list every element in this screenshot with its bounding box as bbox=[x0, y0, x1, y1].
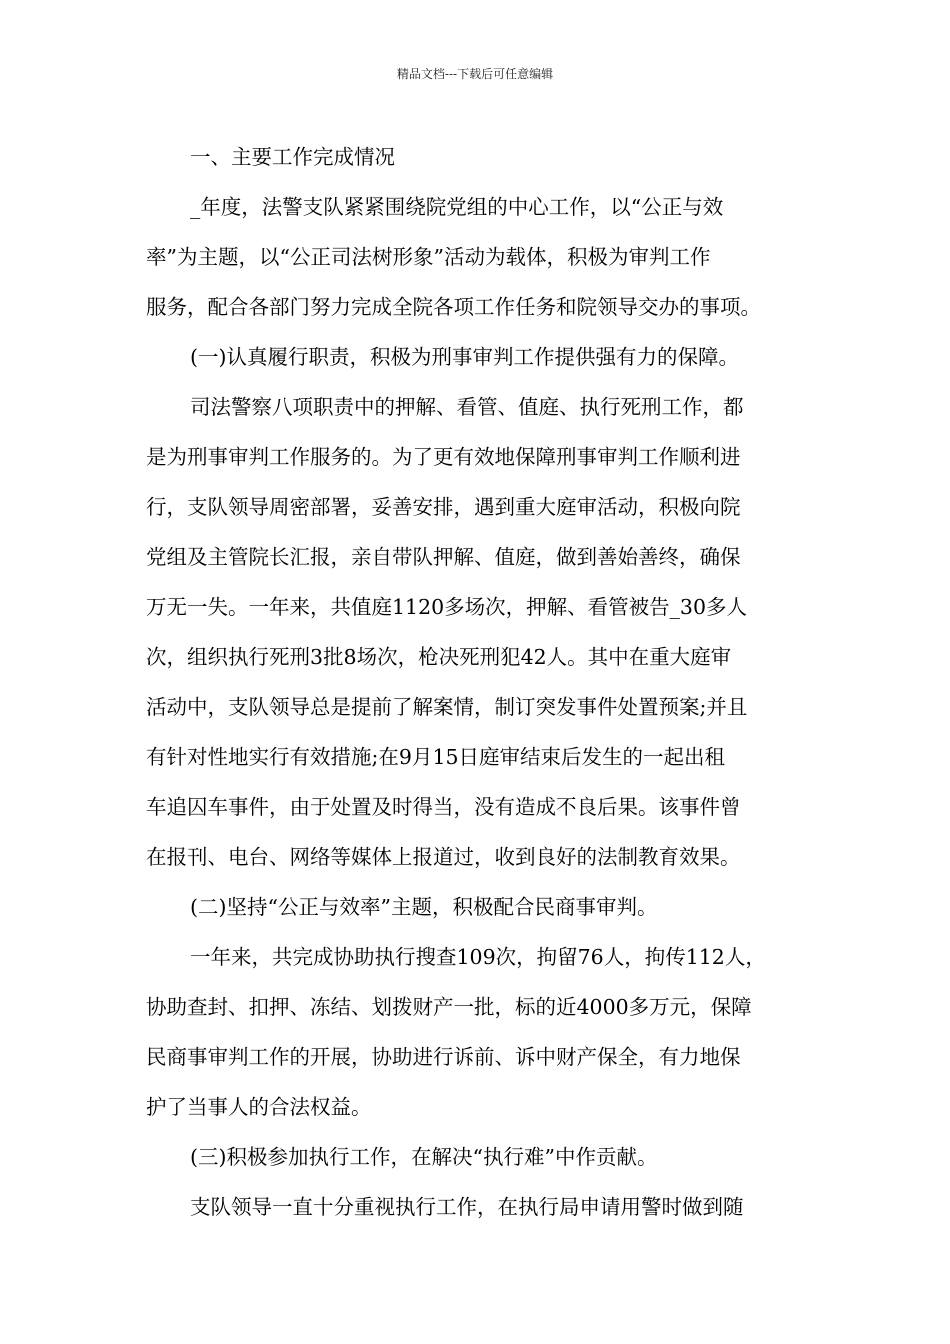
subsection-heading: (三)积极参加执行工作，在解决“执行难”中作贡献。 bbox=[190, 1145, 658, 1169]
page-header: 精品文档---下载后可任意编辑 bbox=[396, 67, 554, 81]
paragraph-line: 活动中，支队领导总是提前了解案情，制订突发事件处置预案;并且 bbox=[146, 695, 748, 719]
paragraph-line: 服务，配合各部门努力完成全院各项工作任务和院领导交办的事项。 bbox=[146, 295, 761, 319]
paragraph-line: 率”为主题，以“公正司法树形象”活动为载体，积极为审判工作 bbox=[146, 245, 711, 269]
subsection-heading: (一)认真履行职责，积极为刑事审判工作提供强有力的保障。 bbox=[190, 345, 739, 369]
document-body bbox=[146, 132, 818, 1232]
paragraph-line: _年度，法警支队紧紧围绕院党组的中心工作，以“公正与效 bbox=[190, 195, 724, 219]
paragraph-line: 支队领导一直十分重视执行工作，在执行局申请用警时做到随 bbox=[190, 1195, 744, 1219]
subsection-heading: (二)坚持“公正与效率”主题，积极配合民商事审判。 bbox=[190, 895, 658, 919]
paragraph-line: 次，组织执行死刑3批8场次，枪决死刑犯42人。其中在重大庭审 bbox=[146, 645, 732, 669]
paragraph-line: 行，支队领导周密部署，妥善安排，遇到重大庭审活动，积极向院 bbox=[146, 495, 741, 519]
paragraph-line: 协助查封、扣押、冻结、划拨财产一批，标的近4000多万元，保障 bbox=[146, 995, 752, 1019]
paragraph-line: 护了当事人的合法权益。 bbox=[146, 1095, 372, 1119]
paragraph-line: 司法警察八项职责中的押解、看管、值庭、执行死刑工作，都 bbox=[190, 395, 744, 419]
paragraph-line: 在报刊、电台、网络等媒体上报道过，收到良好的法制教育效果。 bbox=[146, 845, 741, 869]
paragraph-line: 有针对性地实行有效措施;在9月15日庭审结束后发生的一起出租 bbox=[146, 745, 726, 769]
section-heading: 一、主要工作完成情况 bbox=[190, 145, 395, 169]
paragraph-line: 万无一失。一年来，共值庭1120多场次，押解、看管被告_30多人 bbox=[146, 595, 748, 619]
paragraph-line: 一年来，共完成协助执行搜查109次，拘留76人，拘传112人， bbox=[190, 945, 766, 969]
paragraph-line: 民商事审判工作的开展，协助进行诉前、诉中财产保全，有力地保 bbox=[146, 1045, 741, 1069]
paragraph-line: 党组及主管院长汇报，亲自带队押解、值庭，做到善始善终，确保 bbox=[146, 545, 741, 569]
paragraph-line: 车追囚车事件，由于处置及时得当，没有造成不良后果。该事件曾 bbox=[146, 795, 741, 819]
paragraph-line: 是为刑事审判工作服务的。为了更有效地保障刑事审判工作顺利进 bbox=[146, 445, 741, 469]
